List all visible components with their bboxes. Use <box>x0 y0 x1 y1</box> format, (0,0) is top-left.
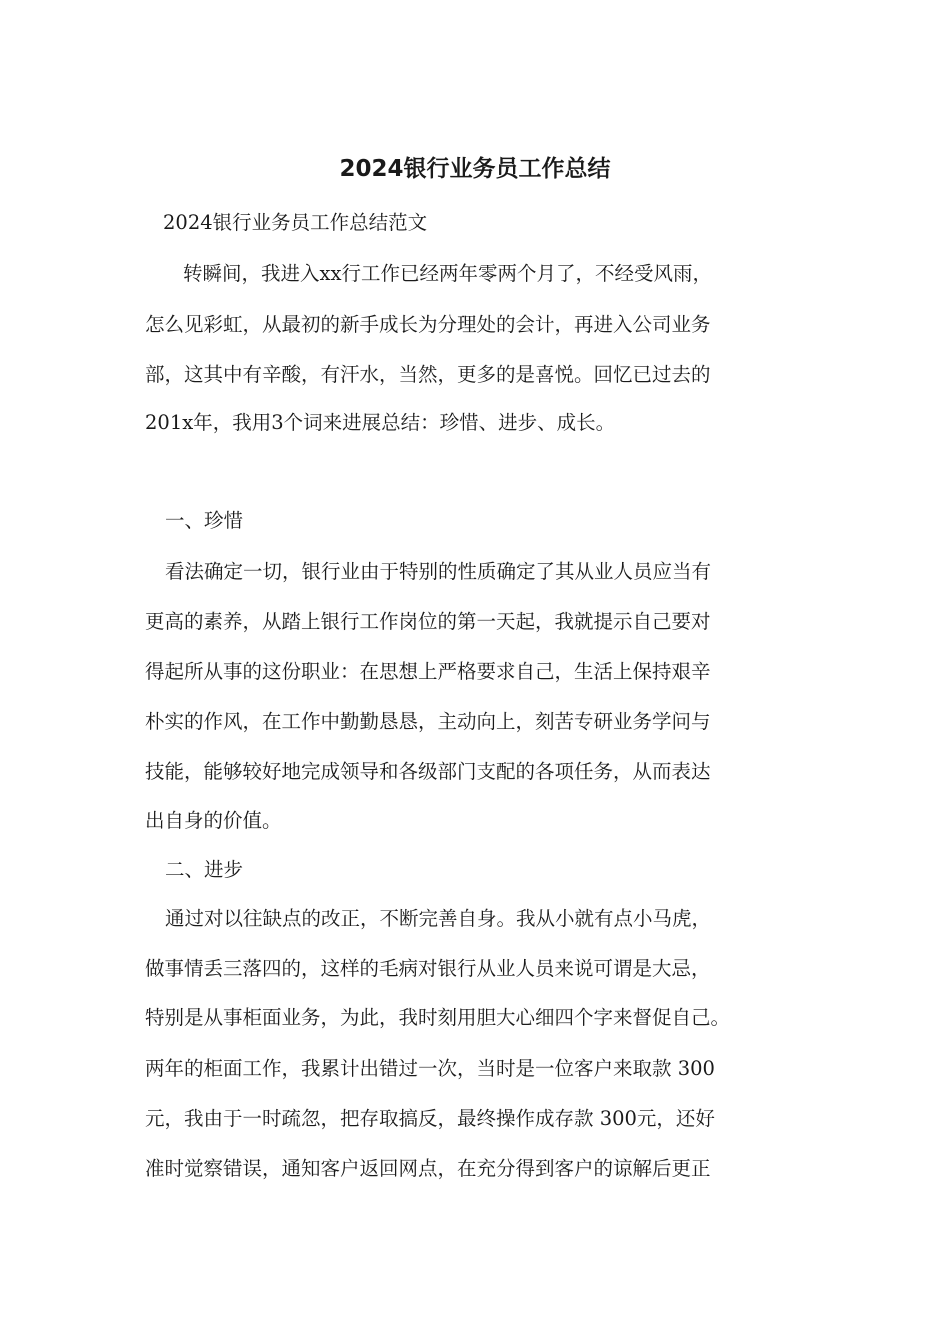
intro-line: 部，这其中有辛酸，有汗水，当然，更多的是喜悦。回忆已过去的 <box>145 363 711 386</box>
section2-line: 做事情丢三落四的，这样的毛病对银行从业人员来说可谓是大忌， <box>145 957 711 980</box>
intro-line: 转瞬间，我进入xx行工作已经两年零两个月了，不经受风雨， <box>183 262 712 285</box>
section2-line: 通过对以往缺点的改正，不断完善自身。我从小就有点小马虎， <box>165 907 712 930</box>
section1-line: 看法确定一切，银行业由于特别的性质确定了其从业人员应当有 <box>165 560 712 583</box>
intro-line: 怎么见彩虹，从最初的新手成长为分理处的会计，再进入公司业务 <box>145 313 711 336</box>
section-heading-progress: 二、进步 <box>165 858 244 881</box>
section2-line: 特别是从事柜面业务，为此，我时刻用胆大心细四个字来督促自己。 <box>145 1006 731 1029</box>
section2-line: 元，我由于一时疏忽，把存取搞反，最终操作成存款 300元，还好 <box>145 1107 715 1130</box>
section1-line: 出自身的价值。 <box>145 809 282 832</box>
section1-line: 更高的素养，从踏上银行工作岗位的第一天起，我就提示自己要对 <box>145 610 711 633</box>
section1-line: 朴实的作风，在工作中勤勤恳恳，主动向上，刻苦专研业务学问与 <box>145 710 711 733</box>
section2-line: 准时觉察错误，通知客户返回网点，在充分得到客户的谅解后更正 <box>145 1157 711 1180</box>
document-title: 2024银行业务员工作总结 <box>339 156 611 182</box>
section-heading-cherish: 一、珍惜 <box>165 509 244 532</box>
section1-line: 得起所从事的这份职业：在思想上严格要求自己，生活上保持艰辛 <box>145 660 711 683</box>
section2-line: 两年的柜面工作，我累计出错过一次，当时是一位客户来取款 300 <box>145 1057 715 1080</box>
intro-line: 201x年，我用3个词来进展总结：珍惜、进步、成长。 <box>145 411 616 434</box>
section1-line: 技能，能够较好地完成领导和各级部门支配的各项任务，从而表达 <box>145 760 711 783</box>
document-subtitle: 2024银行业务员工作总结范文 <box>163 211 428 234</box>
